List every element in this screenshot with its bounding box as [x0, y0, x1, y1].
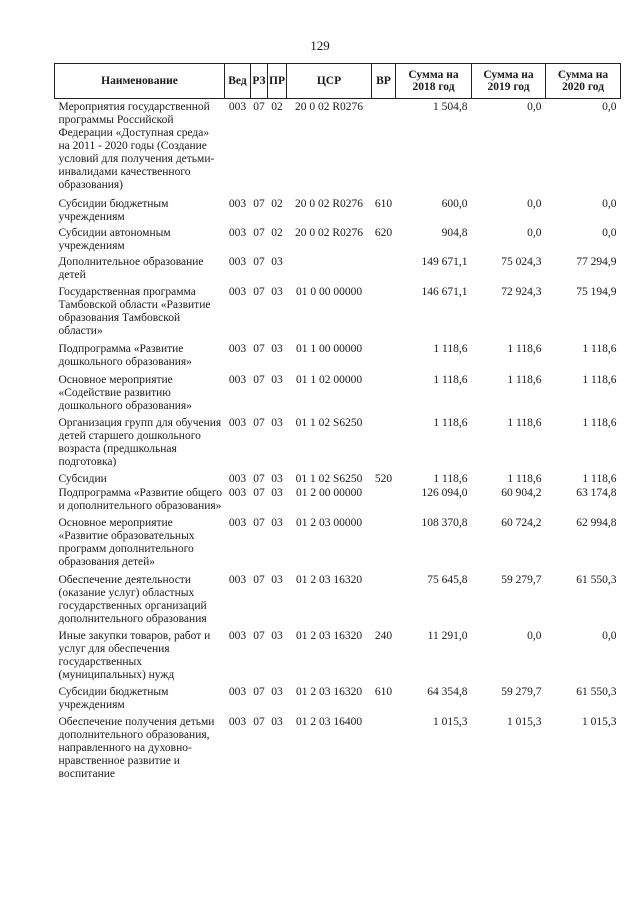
- row-csr: 01 1 02 S6250: [295, 417, 363, 429]
- row-sum-2019: 1 118,6: [507, 473, 542, 485]
- row-csr: 01 2 00 00000: [295, 487, 363, 499]
- table-row: [55, 574, 621, 630]
- row-sum-2018: 904,8: [441, 227, 468, 239]
- row-sum-2018: 600,0: [441, 198, 468, 210]
- row-sum-2018: 64 354,8: [427, 686, 468, 698]
- row-name: Субсидии бюджетным учреждениям: [58, 686, 169, 711]
- row-name: Обеспечение получения детьми дополнительного образования, направленного на духовно-нравственное развитие и воспитание: [58, 716, 215, 780]
- row-name: Организация групп для обучения детей старшего дошкольного возраста (предшкольная подготовка): [58, 417, 222, 468]
- row-sum-2020: 61 550,3: [576, 574, 617, 586]
- row-pr: 03: [271, 517, 283, 529]
- row-sum-2019: 1 015,3: [507, 716, 542, 728]
- row-sum-2020: 0,0: [602, 227, 617, 239]
- row-pr: 03: [271, 574, 283, 586]
- row-rz: 07: [253, 716, 265, 728]
- row-sum-2019: 0,0: [527, 227, 542, 239]
- table-row: [55, 417, 621, 473]
- row-name: Субсидии автономным учреждениям: [58, 227, 171, 252]
- table-row: [55, 630, 621, 686]
- row-pr: 02: [271, 227, 283, 239]
- table-row: [55, 517, 621, 574]
- row-ved: 003: [228, 517, 247, 529]
- row-ved: 003: [228, 716, 247, 728]
- row-vr: [372, 374, 396, 417]
- row-sum-2019: 60 904,2: [501, 487, 542, 499]
- row-vr: 240: [374, 630, 393, 642]
- row-csr: 01 1 02 00000: [295, 374, 363, 386]
- header-name: Наименование: [55, 64, 225, 99]
- table-body: [55, 99, 621, 782]
- row-csr: [287, 256, 372, 286]
- row-sum-2018: 1 015,3: [433, 716, 468, 728]
- row-csr: 01 0 00 00000: [295, 286, 363, 298]
- row-pr: 02: [271, 101, 283, 113]
- row-pr: 03: [271, 686, 283, 698]
- row-ved: 003: [228, 227, 247, 239]
- table-row: [55, 227, 621, 256]
- row-pr: 03: [271, 630, 283, 642]
- row-csr: 01 2 03 00000: [295, 517, 363, 529]
- row-csr: 01 2 03 16320: [295, 686, 363, 698]
- row-name: Подпрограмма «Развитие общего и дополнительного образования»: [58, 487, 223, 512]
- row-name: Основное мероприятие «Развитие образовательных программ дополнительного образования детей»: [58, 517, 195, 568]
- table-header-row: [55, 64, 621, 99]
- row-pr: 03: [271, 487, 283, 499]
- row-sum-2019: 0,0: [527, 101, 542, 113]
- row-sum-2019: 72 924,3: [501, 286, 542, 298]
- row-sum-2020: 1 118,6: [582, 343, 617, 355]
- row-name: Основное мероприятие «Содействие развитию дошкольного образования»: [58, 374, 192, 412]
- row-sum-2020: 1 118,6: [582, 473, 617, 485]
- row-sum-2018: 1 504,8: [433, 101, 468, 113]
- row-sum-2018: 146 671,1: [421, 286, 468, 298]
- row-name: Субсидии: [58, 473, 107, 485]
- row-rz: 07: [253, 686, 265, 698]
- row-pr: 03: [271, 473, 283, 485]
- row-name: Мероприятия государственной программы Российской Федерации «Доступная среда» на 2011 - 2020 годы (Создание условий для получения детьми-инвалидами качественного образования): [58, 101, 215, 191]
- row-sum-2019: 0,0: [527, 198, 542, 210]
- row-ved: 003: [228, 630, 247, 642]
- row-sum-2020: 0,0: [602, 198, 617, 210]
- table-row: [55, 256, 621, 286]
- row-sum-2019: 1 118,6: [507, 417, 542, 429]
- row-sum-2018: 126 094,0: [421, 487, 468, 499]
- row-vr: [372, 256, 396, 286]
- row-rz: 07: [253, 517, 265, 529]
- row-sum-2019: 75 024,3: [501, 256, 542, 268]
- header-vr: ВР: [372, 64, 396, 99]
- row-vr: [372, 517, 396, 574]
- row-pr: 03: [271, 343, 283, 355]
- row-sum-2018: 75 645,8: [427, 574, 468, 586]
- row-rz: 07: [253, 101, 265, 113]
- table-row: [55, 487, 621, 517]
- header-ved: Вед: [225, 64, 251, 99]
- row-sum-2018: 1 118,6: [433, 473, 468, 485]
- table-row: [55, 716, 621, 781]
- header-sum-2018: Сумма на 2018 год: [396, 64, 472, 99]
- row-sum-2018: 1 118,6: [433, 374, 468, 386]
- row-csr: 01 2 03 16320: [295, 630, 363, 642]
- row-sum-2019: 1 118,6: [507, 343, 542, 355]
- row-rz: 07: [253, 256, 265, 268]
- row-rz: 07: [253, 286, 265, 298]
- row-sum-2018: 149 671,1: [421, 256, 468, 268]
- row-csr: 01 1 02 S6250: [295, 473, 363, 485]
- row-pr: 03: [271, 417, 283, 429]
- row-ved: 003: [228, 374, 247, 386]
- row-vr: [372, 417, 396, 473]
- row-sum-2019: 59 279,7: [501, 574, 542, 586]
- table-row: [55, 198, 621, 227]
- row-pr: 03: [271, 256, 283, 268]
- row-ved: 003: [228, 101, 247, 113]
- row-ved: 003: [228, 286, 247, 298]
- row-rz: 07: [253, 630, 265, 642]
- row-vr: 620: [374, 227, 393, 239]
- row-name: Подпрограмма «Развитие дошкольного образования»: [58, 343, 192, 368]
- row-sum-2020: 1 118,6: [582, 374, 617, 386]
- row-sum-2020: 75 194,9: [576, 286, 617, 298]
- row-ved: 003: [228, 198, 247, 210]
- row-vr: 610: [374, 686, 393, 698]
- row-name: Дополнительное образование детей: [58, 256, 204, 281]
- row-sum-2019: 1 118,6: [507, 374, 542, 386]
- row-pr: 02: [271, 198, 283, 210]
- row-ved: 003: [228, 256, 247, 268]
- row-vr: [372, 716, 396, 781]
- row-pr: 03: [271, 716, 283, 728]
- row-sum-2020: 1 118,6: [582, 417, 617, 429]
- row-sum-2020: 63 174,8: [576, 487, 617, 499]
- row-rz: 07: [253, 487, 265, 499]
- row-rz: 07: [253, 417, 265, 429]
- row-csr: 01 2 03 16400: [295, 716, 363, 728]
- table-row: [55, 374, 621, 417]
- row-ved: 003: [228, 574, 247, 586]
- row-sum-2020: 0,0: [602, 101, 617, 113]
- row-name: Обеспечение деятельности (оказание услуг) областных государственных организаций дополнительного образования: [58, 574, 207, 625]
- page-number: 129: [310, 38, 330, 53]
- row-sum-2020: 0,0: [602, 630, 617, 642]
- row-sum-2019: 60 724,2: [501, 517, 542, 529]
- row-sum-2020: 61 550,3: [576, 686, 617, 698]
- table-row: [55, 686, 621, 716]
- header-sum-2020: Сумма на 2020 год: [546, 64, 621, 99]
- header-sum-2019: Сумма на 2019 год: [472, 64, 546, 99]
- row-ved: 003: [228, 487, 247, 499]
- header-rz: РЗ: [251, 64, 268, 99]
- row-rz: 07: [253, 198, 265, 210]
- row-pr: 03: [271, 286, 283, 298]
- row-sum-2019: 0,0: [527, 630, 542, 642]
- row-vr: 520: [374, 473, 393, 485]
- table-row: [55, 99, 621, 199]
- row-sum-2018: 1 118,6: [433, 417, 468, 429]
- row-sum-2020: 77 294,9: [576, 256, 617, 268]
- row-ved: 003: [228, 343, 247, 355]
- table-row: [55, 473, 621, 487]
- table-row: [55, 343, 621, 374]
- row-ved: 003: [228, 417, 247, 429]
- row-sum-2018: 11 291,0: [427, 630, 468, 642]
- row-vr: [372, 286, 396, 343]
- row-vr: [372, 487, 396, 517]
- row-pr: 03: [271, 374, 283, 386]
- row-csr: 01 2 03 16320: [295, 574, 363, 586]
- row-rz: 07: [253, 374, 265, 386]
- row-sum-2019: 59 279,7: [501, 686, 542, 698]
- row-vr: 610: [374, 198, 393, 210]
- row-ved: 003: [228, 473, 247, 485]
- header-csr: ЦСР: [287, 64, 372, 99]
- row-name: Субсидии бюджетным учреждениям: [58, 198, 169, 223]
- row-ved: 003: [228, 686, 247, 698]
- row-rz: 07: [253, 343, 265, 355]
- row-vr: [372, 574, 396, 630]
- budget-table: [54, 63, 621, 781]
- row-vr: [372, 99, 396, 199]
- row-sum-2018: 108 370,8: [421, 517, 468, 529]
- row-name: Иные закупки товаров, работ и услуг для обеспечения государственных (муниципальных) нужд: [58, 630, 211, 681]
- row-rz: 07: [253, 473, 265, 485]
- header-pr: ПР: [268, 64, 287, 99]
- table-row: [55, 286, 621, 343]
- row-csr: 20 0 02 R0276: [294, 227, 364, 239]
- row-sum-2020: 62 994,8: [576, 517, 617, 529]
- row-name: Государственная программа Тамбовской области «Развитие образования Тамбовской области»: [58, 286, 211, 337]
- row-vr: [372, 343, 396, 374]
- row-csr: 20 0 02 R0276: [294, 198, 364, 210]
- row-rz: 07: [253, 574, 265, 586]
- row-csr: 01 1 00 00000: [295, 343, 363, 355]
- row-rz: 07: [253, 227, 265, 239]
- row-sum-2018: 1 118,6: [433, 343, 468, 355]
- row-csr: 20 0 02 R0276: [294, 101, 364, 113]
- row-sum-2020: 1 015,3: [582, 716, 617, 728]
